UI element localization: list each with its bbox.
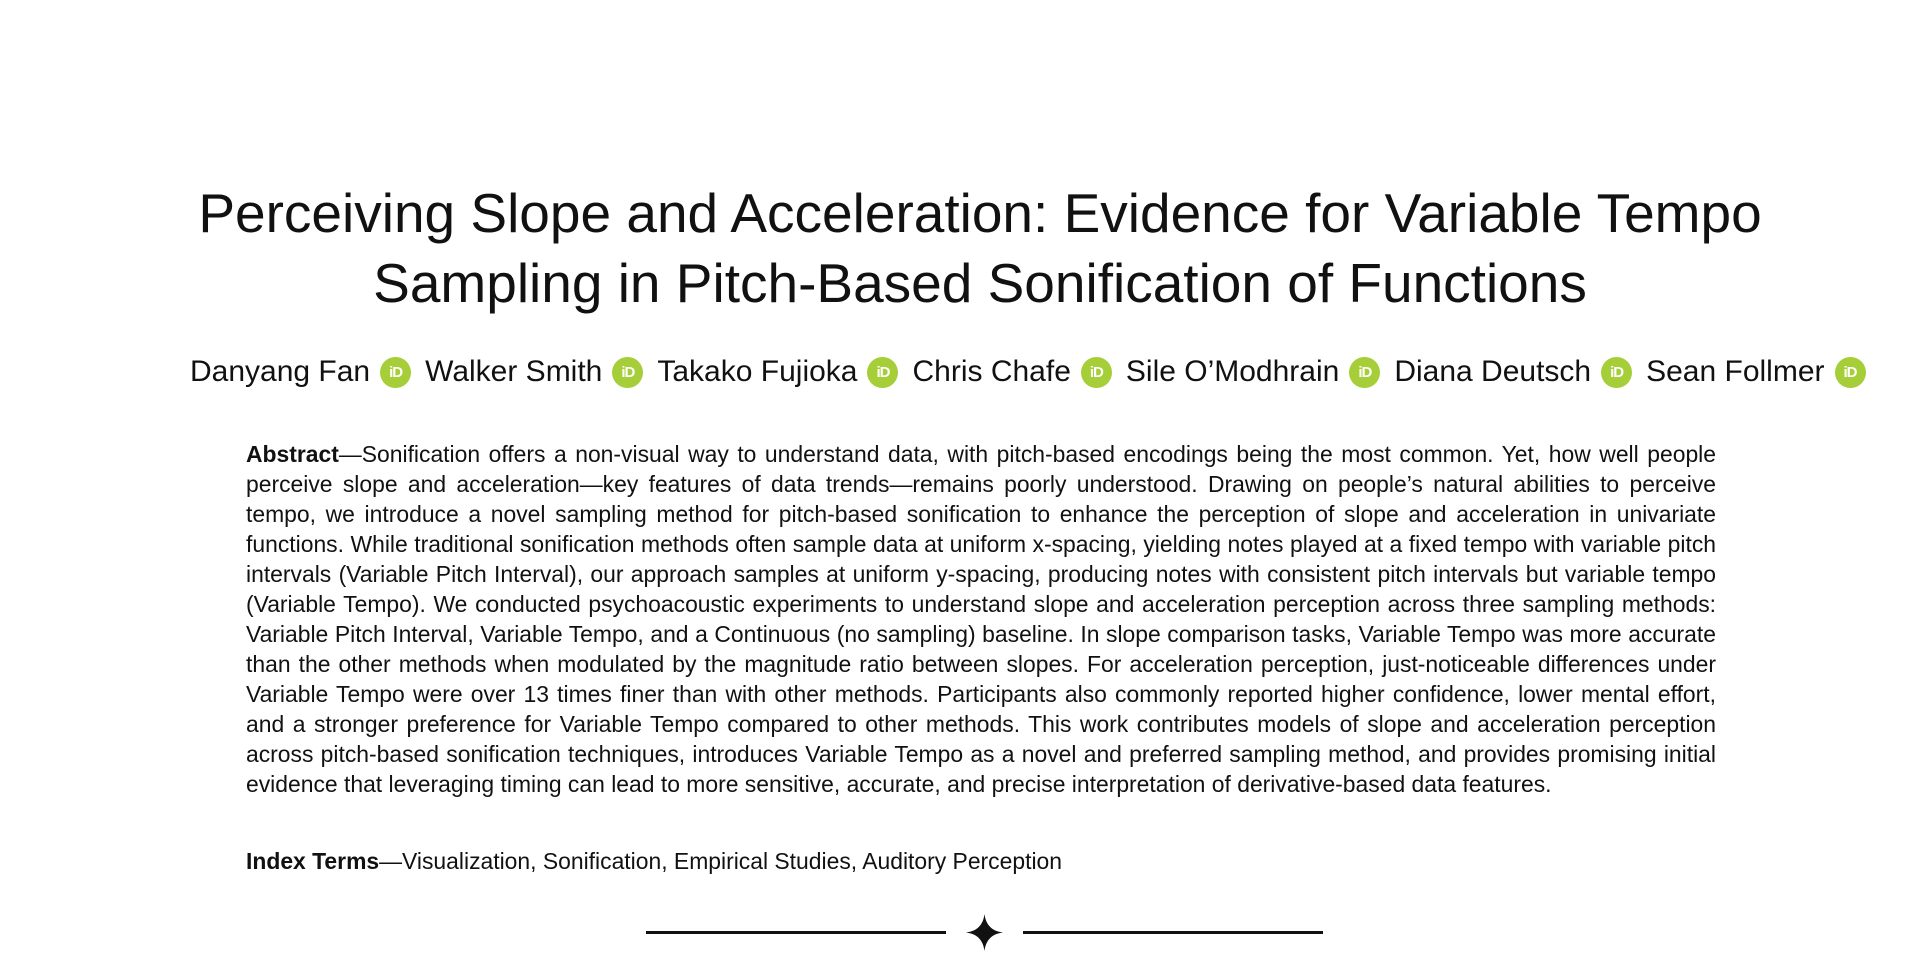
index-terms-label: Index Terms — [246, 848, 380, 874]
author-name: Danyang Fan — [190, 355, 371, 388]
abstract-text: —Sonification offers a non-visual way to understand data, with pitch-based encodings being the most common. Yet, how well people perceive slope and acceleration—key features of data trends—remains poorly understood. Drawing on people’s natural abilities to perceive tempo, we introduce a novel sampling method for pitch-based sonification to enhance the perception of slope and acceleration in univariate functions. While traditional sonification methods often sample data at uniform x-spacing, yielding notes played at a fixed tempo with variable pitch intervals (Variable Pitch Interval), our approach samples at uniform y-spacing, producing notes with consistent pitch intervals but variable tempo (Variable Tempo). We conducted psychoacoustic experiments to understand slope and acceleration perception across three sampling methods: Variable Pitch Interval, Variable Tempo, and a Continuous (no sampling) baseline. In slope comparison tasks, Variable Tempo was more accurate than the other methods when modulated by the magnitude ratio between slopes. For acceleration perception, just-noticeable differences under Variable Tempo were over 13 times finer than with other methods. Participants also commonly reported higher confidence, lower mental effort, and a stronger preference for Variable Tempo compared to other methods. This work contributes models of slope and acceleration perception across pitch-based sonification techniques, introduces Variable Tempo as a novel and preferred sampling method, and provides promising initial evidence that leveraging timing can lead to more sensitive, accurate, and precise interpretation of derivative-based data features. — [246, 441, 1716, 797]
orcid-icon[interactable]: iD — [867, 357, 898, 388]
orcid-icon[interactable]: iD — [1601, 357, 1632, 388]
author-name: Takako Fujioka — [657, 355, 858, 388]
author-name: Chris Chafe — [912, 355, 1071, 388]
author-name: Sean Follmer — [1646, 355, 1825, 388]
author-sean-follmer — [1646, 352, 1865, 392]
four-point-star-icon — [966, 914, 1003, 951]
orcid-icon[interactable]: iD — [1081, 357, 1112, 388]
author-danyang-fan — [190, 352, 411, 392]
title-line-1: Perceiving Slope and Acceleration: Evidence for Variable Tempo — [198, 182, 1762, 244]
paper-title — [0, 178, 1920, 318]
author-walker-smith — [425, 352, 643, 392]
abstract — [246, 439, 1716, 799]
author-sile-omodhrain — [1126, 352, 1380, 392]
title-line-2: Sampling in Pitch-Based Sonification of Functions — [373, 252, 1587, 314]
section-divider — [646, 912, 1323, 952]
author-name: Diana Deutsch — [1394, 355, 1592, 388]
divider-line-left — [646, 931, 946, 934]
author-chris-chafe — [912, 352, 1111, 392]
author-name: Sile O’Modhrain — [1125, 355, 1340, 388]
index-terms-text: —Visualization, Sonification, Empirical Studies, Auditory Perception — [379, 848, 1062, 874]
author-list — [190, 352, 1866, 392]
author-diana-deutsch — [1394, 352, 1632, 392]
author-name: Walker Smith — [425, 355, 603, 388]
orcid-icon[interactable]: iD — [612, 357, 643, 388]
orcid-icon[interactable]: iD — [380, 357, 411, 388]
author-takako-fujioka — [657, 352, 898, 392]
abstract-label: Abstract — [246, 441, 339, 467]
orcid-icon[interactable]: iD — [1835, 357, 1866, 388]
divider-line-right — [1023, 931, 1323, 934]
index-terms — [246, 846, 1062, 876]
orcid-icon[interactable]: iD — [1349, 357, 1380, 388]
